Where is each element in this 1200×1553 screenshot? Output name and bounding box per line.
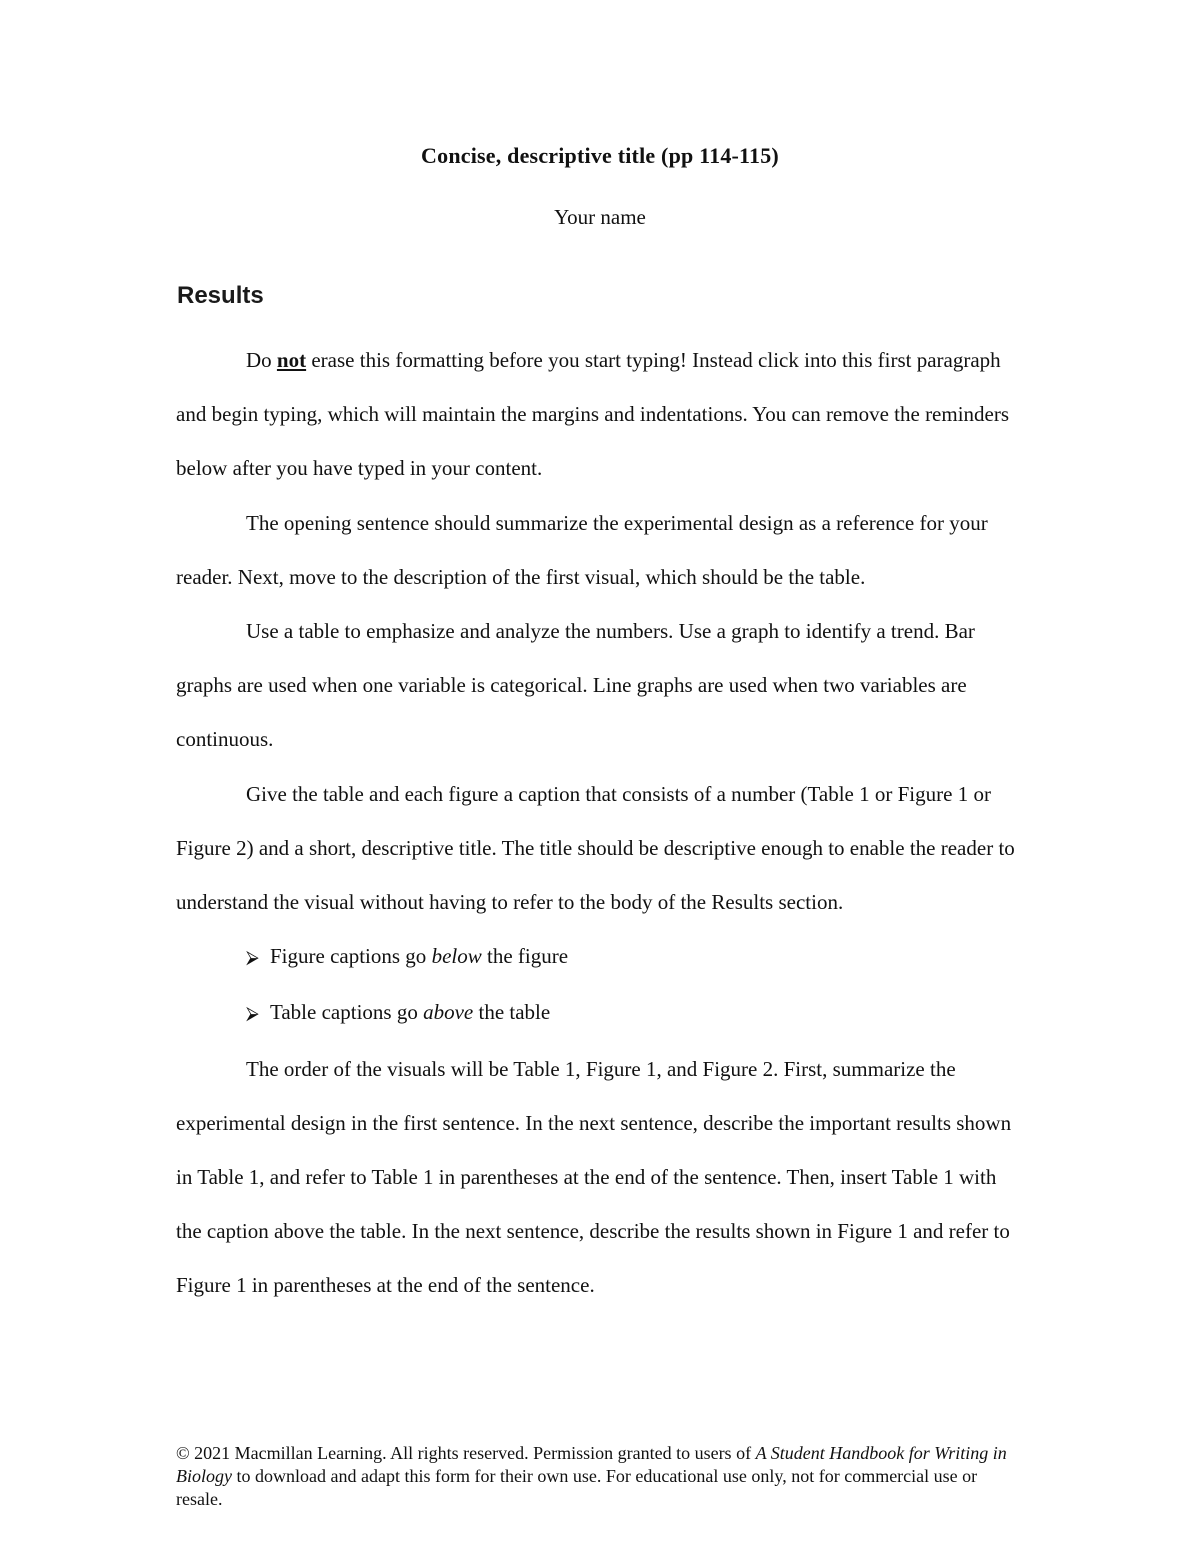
footer-text: © 2021 Macmillan Learning. All rights reserved. Permission granted to users of xyxy=(176,1443,756,1463)
copyright-footer xyxy=(176,1442,1022,1511)
paragraph-table-vs-graph: Use a table to emphasize and analyze the numbers. Use a graph to identify a trend. Bar graphs are used when one variable is categorical. Line graphs are used when two variables are continuous. xyxy=(176,619,975,752)
emphasis-not: not xyxy=(276,348,307,372)
paragraph-formatting-note xyxy=(176,333,1022,496)
emphasis-below: below xyxy=(431,944,482,969)
bullet-text: Figure captions go xyxy=(270,944,432,969)
emphasis-above: above xyxy=(423,1000,474,1025)
footer-text: to download and adapt this form for their own use. For educational use only, not for commercial use or resale. xyxy=(176,1466,978,1509)
bullet-text: the table xyxy=(473,1000,551,1025)
author-name: Your name xyxy=(554,205,646,229)
paragraph-opening-sentence: The opening sentence should summarize the experimental design as a reference for your reader. Next, move to the description of the first visual, which should be the table. xyxy=(176,510,988,589)
arrow-bullet-icon: ⮚ xyxy=(246,1003,259,1025)
paragraph-text: erase this formatting before you start typing! Instead click into this first paragraph and begin typing, which will maintain the margins and indentations. You can remove the reminders below after you have typed in your content. xyxy=(176,348,1010,481)
document-title: Concise, descriptive title (pp 114-115) xyxy=(421,143,779,168)
bullet-text: the figure xyxy=(481,944,569,969)
paragraph-text: Do xyxy=(246,348,277,372)
bullet-item-figure-captions xyxy=(176,929,1022,985)
bullet-text: Table captions go xyxy=(270,1000,424,1025)
paragraph-captions: Give the table and each figure a caption that consists of a number (Table 1 or Figure 1 or Figure 2) and a short, descriptive title. The title should be descriptive enough to enable the reader to understand the visual without having to refer to the body of the Results section. xyxy=(176,781,1015,915)
document-body xyxy=(176,333,1022,1313)
footer-book-title: A Student Handbook for Writing in Biology xyxy=(176,1443,1007,1486)
section-heading-results: Results xyxy=(177,282,264,309)
paragraph-order-of-visuals: The order of the visuals will be Table 1, Figure 1, and Figure 2. First, summarize the experimental design in the first sentence. In the next sentence, describe the important results shown in Table 1, and refer to Table 1 in parentheses at the end of the sentence. Then, insert Table 1 with the caption above the table. In the next sentence, describe the results shown in Figure 1 and refer to Figure 1 in parentheses at the end of the sentence. xyxy=(176,1056,1012,1298)
arrow-bullet-icon: ⮚ xyxy=(246,947,259,969)
bullet-item-table-captions xyxy=(176,985,1022,1041)
